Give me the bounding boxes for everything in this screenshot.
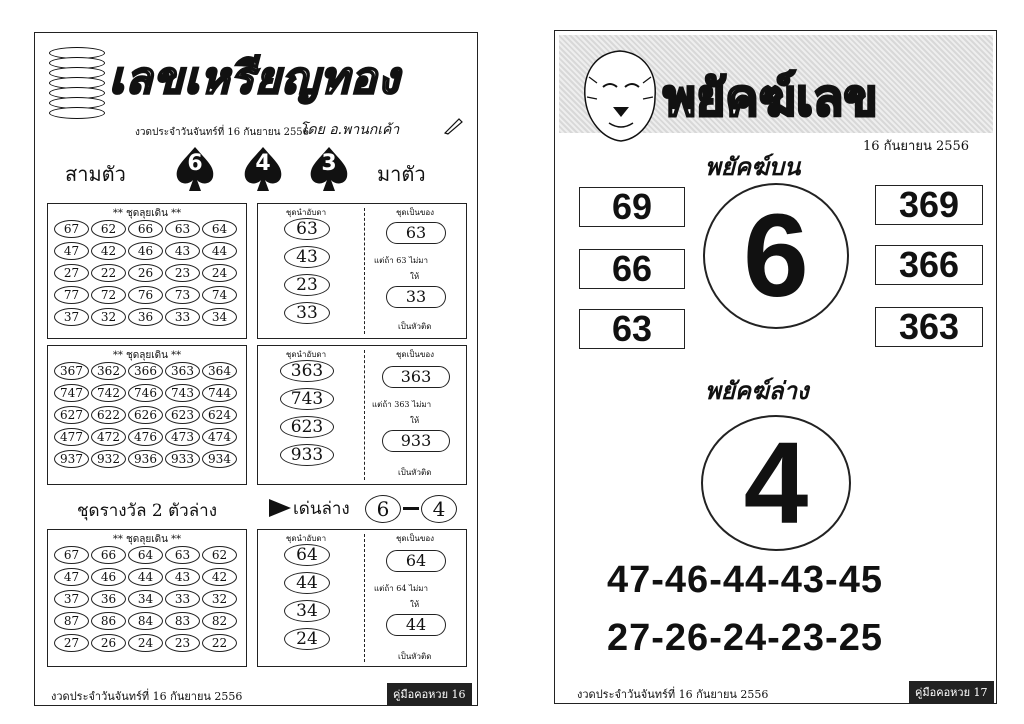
- grid-cell: 24: [202, 264, 237, 282]
- grid-cell: 26: [91, 634, 126, 652]
- pair-box-2: [257, 345, 467, 485]
- left-author: โดย อ.พานกเค้า: [300, 122, 400, 138]
- grid-cell: 34: [202, 308, 237, 326]
- grid-cell: 27: [54, 634, 89, 652]
- grid-cell: 23: [165, 634, 200, 652]
- grid-cell: 36: [91, 590, 126, 608]
- three-digit-3: 3: [321, 151, 337, 176]
- grid-cell: 44: [202, 242, 237, 260]
- grid-box-2: [47, 345, 247, 485]
- grid-cell: 627: [54, 406, 89, 424]
- col-b-title-1: ชุดเป็นของ: [395, 208, 435, 217]
- grid-cell: 37: [54, 590, 89, 608]
- grid-cell: 34: [128, 590, 163, 608]
- lower-main-circle: 4: [701, 415, 851, 551]
- grid-cell: 64: [202, 220, 237, 238]
- grid-cell: 73: [165, 286, 200, 304]
- coin-stack-icon: [43, 43, 111, 129]
- grid-box-3: [47, 529, 247, 667]
- grid-cell: 742: [91, 384, 126, 402]
- grid-cell: 32: [91, 308, 126, 326]
- grid-cell: 83: [165, 612, 200, 630]
- col-b-3-bottom: 44: [386, 614, 446, 636]
- grid-cell: 476: [128, 428, 163, 446]
- col-b-1-give: ให้: [410, 272, 420, 281]
- spade-digit-3: [307, 145, 351, 193]
- col-a-1-2: 23: [284, 274, 330, 296]
- col-b-title-2: ชุดเป็นของ: [395, 350, 435, 359]
- grid-cell: 74: [202, 286, 237, 304]
- two-digit-label: ชุดรางวัล 2 ตัวล่าง: [77, 501, 217, 521]
- grid-cell: 67: [54, 546, 89, 564]
- left-footer-date: งวดประจำวันจันทร์ที่ 16 กันยายน 2556: [51, 690, 243, 703]
- right-title: พยัคฆ์เลข: [663, 69, 878, 127]
- grid-cell: 36: [128, 308, 163, 326]
- upper-three-3: 363: [875, 307, 983, 347]
- grid-cell: 626: [128, 406, 163, 424]
- grid-cell: 33: [165, 308, 200, 326]
- grid-cell: 362: [91, 362, 126, 380]
- col-a-title-3: ชุดนำอับดา: [285, 534, 327, 543]
- grid-cell: 42: [202, 568, 237, 586]
- col-b-3-end: เป็นหัวติด: [398, 652, 432, 661]
- grid-cell: 66: [91, 546, 126, 564]
- three-digit-2: 4: [255, 151, 271, 176]
- col-b-2-bottom: 933: [382, 430, 450, 452]
- grid-cell: 363: [165, 362, 200, 380]
- lead-bottom-2: 4: [421, 495, 457, 523]
- grid-cell: 63: [165, 546, 200, 564]
- grid-cell: 63: [165, 220, 200, 238]
- col-a-title-1: ชุดนำอับดา: [285, 208, 327, 217]
- col-b-2-end: เป็นหัวติด: [398, 468, 432, 477]
- col-a-1-1: 43: [284, 246, 330, 268]
- grid-cell: 66: [128, 220, 163, 238]
- upper-main-circle: 6: [703, 183, 849, 329]
- right-footer-date: งวดประจำวันจันทร์ที่ 16 กันยายน 2556: [577, 688, 769, 701]
- grid-cell: 623: [165, 406, 200, 424]
- grid-box-2-title: ** ชุดลุยเดิน **: [112, 350, 182, 361]
- grid-cell: 23: [165, 264, 200, 282]
- col-b-1-note: แต่ถ้า 63 ไม่มา: [374, 256, 429, 265]
- grid-cell: 84: [128, 612, 163, 630]
- grid-cell: 746: [128, 384, 163, 402]
- grid-cell: 22: [91, 264, 126, 282]
- grid-cell: 67: [54, 220, 89, 238]
- left-page-number: คู่มือคอหวย 16: [387, 683, 472, 705]
- grid-cell: 44: [128, 568, 163, 586]
- three-digit-label: สามตัว: [65, 162, 126, 186]
- left-draw-date: งวดประจำวันจันทร์ที่ 16 กันยายน 2556: [135, 127, 310, 138]
- lower-heading: พยัคฆ์ล่าง: [705, 376, 809, 405]
- col-b-2-note: แต่ถ้า 363 ไม่มา: [372, 400, 432, 409]
- grid-cell: 27: [54, 264, 89, 282]
- upper-two-3: 63: [579, 309, 685, 349]
- grid-cell: 62: [202, 546, 237, 564]
- col-b-title-3: ชุดเป็นของ: [395, 534, 435, 543]
- grid-cell: 76: [128, 286, 163, 304]
- grid-cell: 77: [54, 286, 89, 304]
- col-b-3-note: แต่ถ้า 64 ไม่มา: [374, 584, 429, 593]
- upper-two-2: 66: [579, 249, 685, 289]
- col-b-2-give: ให้: [410, 416, 420, 425]
- spade-digit-1: [173, 145, 217, 193]
- upper-heading: พยัคฆ์บน: [705, 152, 801, 181]
- grid-cell: 37: [54, 308, 89, 326]
- left-title: เลขเหรียญทอง: [109, 53, 400, 104]
- col-a-3-3: 24: [284, 628, 330, 650]
- grid-cell: 86: [91, 612, 126, 630]
- grid-cell: 47: [54, 568, 89, 586]
- lead-label: มาตัว: [377, 162, 426, 186]
- grid-cell: 32: [202, 590, 237, 608]
- col-a-1-0: 63: [284, 218, 330, 240]
- grid-cell: 366: [128, 362, 163, 380]
- pen-icon: [443, 115, 465, 135]
- grid-cell: 934: [202, 450, 237, 468]
- grid-cell: 43: [165, 242, 200, 260]
- right-date: 16 กันยายน 2556: [863, 139, 970, 154]
- grid-box-1: [47, 203, 247, 339]
- grid-cell: 624: [202, 406, 237, 424]
- grid-box-3-title: ** ชุดลุยเดิน **: [112, 534, 182, 545]
- col-a-2-1: 743: [280, 388, 334, 410]
- grid-cell: 43: [165, 568, 200, 586]
- grid-cell: 46: [128, 242, 163, 260]
- spade-digit-2: [241, 145, 285, 193]
- right-page: [554, 30, 997, 704]
- grid-cell: 62: [91, 220, 126, 238]
- col-b-3-top: 64: [386, 550, 446, 572]
- grid-cell: 87: [54, 612, 89, 630]
- grid-cell: 24: [128, 634, 163, 652]
- grid-cell: 72: [91, 286, 126, 304]
- arrow-right-icon: [269, 499, 291, 517]
- grid-box-1-title: ** ชุดลุยเดิน **: [112, 208, 182, 219]
- col-a-3-0: 64: [284, 544, 330, 566]
- grid-cell: 42: [91, 242, 126, 260]
- three-digit-1: 6: [187, 151, 203, 176]
- col-b-3-give: ให้: [410, 600, 420, 609]
- col-b-1-top: 63: [386, 222, 446, 244]
- grid-cell: 747: [54, 384, 89, 402]
- grid-cell: 622: [91, 406, 126, 424]
- number-row-2: 27-26-24-23-25: [607, 617, 883, 659]
- grid-cell: 82: [202, 612, 237, 630]
- grid-cell: 744: [202, 384, 237, 402]
- grid-cell: 477: [54, 428, 89, 446]
- pair-box-3: [257, 529, 467, 667]
- col-a-3-1: 44: [284, 572, 330, 594]
- pair-box-1: [257, 203, 467, 339]
- grid-cell: 64: [128, 546, 163, 564]
- grid-cell: 936: [128, 450, 163, 468]
- dash: [403, 507, 419, 510]
- right-page-number: คู่มือคอหวย 17: [909, 681, 994, 703]
- col-b-1-bottom: 33: [386, 286, 446, 308]
- lead-bottom-1: 6: [365, 495, 401, 523]
- grid-cell: 26: [128, 264, 163, 282]
- grid-cell: 22: [202, 634, 237, 652]
- col-a-title-2: ชุดนำอับดา: [285, 350, 327, 359]
- col-a-2-2: 623: [280, 416, 334, 438]
- col-a-2-3: 933: [280, 444, 334, 466]
- lion-icon: [575, 47, 665, 147]
- grid-cell: 364: [202, 362, 237, 380]
- upper-three-1: 369: [875, 185, 983, 225]
- grid-cell: 933: [165, 450, 200, 468]
- col-a-1-3: 33: [284, 302, 330, 324]
- col-b-1-end: เป็นหัวติด: [398, 322, 432, 331]
- grid-cell: 47: [54, 242, 89, 260]
- grid-cell: 743: [165, 384, 200, 402]
- grid-cell: 474: [202, 428, 237, 446]
- grid-cell: 473: [165, 428, 200, 446]
- upper-three-2: 366: [875, 245, 983, 285]
- grid-cell: 937: [54, 450, 89, 468]
- grid-cell: 46: [91, 568, 126, 586]
- number-row-1: 47-46-44-43-45: [607, 559, 883, 601]
- upper-two-1: 69: [579, 187, 685, 227]
- col-a-3-2: 34: [284, 600, 330, 622]
- grid-cell: 932: [91, 450, 126, 468]
- col-a-2-0: 363: [280, 360, 334, 382]
- left-page: [34, 32, 478, 706]
- grid-cell: 33: [165, 590, 200, 608]
- grid-cell: 472: [91, 428, 126, 446]
- lead-bottom-label: เด่นล่าง: [293, 499, 350, 519]
- col-b-2-top: 363: [382, 366, 450, 388]
- grid-cell: 367: [54, 362, 89, 380]
